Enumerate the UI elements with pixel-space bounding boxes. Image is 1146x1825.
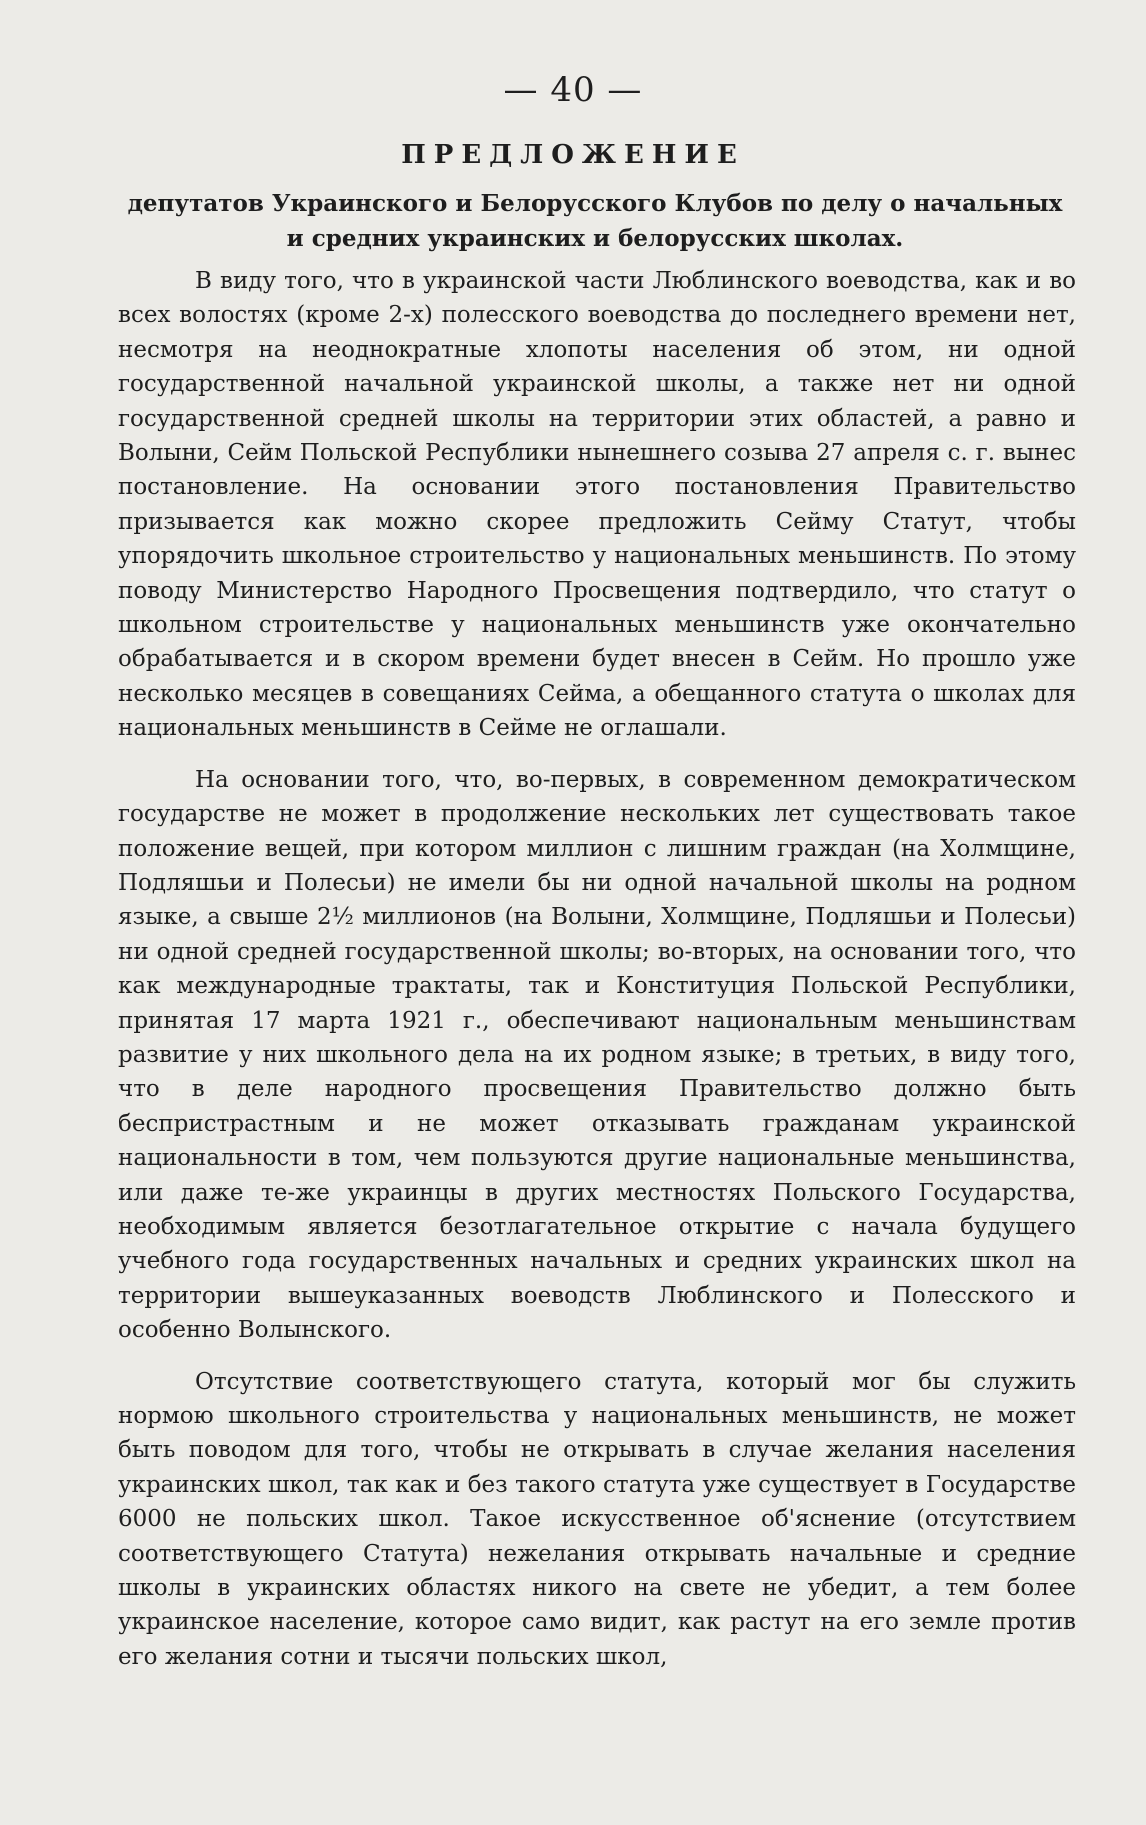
- document-subheading: депутатов Украинского и Белорусского Клубов по делу о начальных и средних украинских и белорусских школах.: [127, 190, 1063, 252]
- document-heading: ПРЕДЛОЖЕНИЕ: [401, 140, 745, 170]
- document-body: [118, 264, 1076, 1691]
- paragraph-2: На основании того, что, во-первых, в современном демократическом государстве не может в продолжение нескольких лет существовать такое положение вещей, при котором миллион с лишним граждан (на Холмщине, Подляшьи и Полесьи) не имели бы ни одной начальной школы на родном языке, а свыше 2½ миллионов (на Волыни, Холмщине, Подляшьи и Полесьи) ни одной средней государственной школы; во-вторых, на основании того, что как международные трактаты, так и Конституция Польской Республики, принятая 17 марта 1921 г., обеспечивают национальным меньшинствам развитие у них школьного дела на их родном языке; в третьих, в виду того, что в деле народного просвещения Правительство должно быть беспристрастным и не может отказывать гражданам украинской национальности в том, чем пользуются другие национальные меньшинства, или даже те-же украинцы в других местностях Польского Государства, необходимым является безотлагательное открытие с начала будущего учебного года государственных начальных и средних украинских школ на территории вышеуказанных воеводств Люблинского и Полесского и особенно Волынского.: [118, 766, 1076, 1344]
- paragraph-1: В виду того, что в украинской части Люблинского воеводства, как и во всех волостях (кроме 2-х) полесского воеводства до последнего времени нет, несмотря на неоднократные хлопоты населения об этом, ни одной государственной начальной украинской школы, а также нет ни одной государственной средней школы на территории этих областей, а равно и Волыни, Сейм Польской Республики нынешнего созыва 27 апреля с. г. вынес постановление. На основании этого постановления Правительство призывается как можно скорее предложить Сейму Статут, чтобы упорядочить школьное строительство у национальных меньшинств. По этому поводу Министерство Народного Просвещения подтвердило, что статут о школьном строительстве у национальных меньшинств уже окончательно обрабатывается и в скором времени будет внесен в Сейм. Но прошло уже несколько месяцев в совещаниях Сейма, а обещанного статута о школах для национальных меньшинств в Сейме не оглашали.: [118, 268, 1076, 742]
- paragraph-3: Отсутствие соответствующего статута, который мог бы служить нормою школьного строительства у национальных меньшинств, не может быть поводом для того, чтобы не открывать в случае желания населения украинских школ, так как и без такого статута уже существует в Государстве 6000 не польских школ. Такое искусственное об'яснение (отсутствием соответствующего Статута) нежелания открывать начальные и средние школы в украинских областях никого на свете не убедит, а тем более украинское население, которое само видит, как растут на его земле против его желания сотни и тысячи польских школ,: [118, 1368, 1076, 1670]
- page-number: — 40 —: [503, 70, 643, 110]
